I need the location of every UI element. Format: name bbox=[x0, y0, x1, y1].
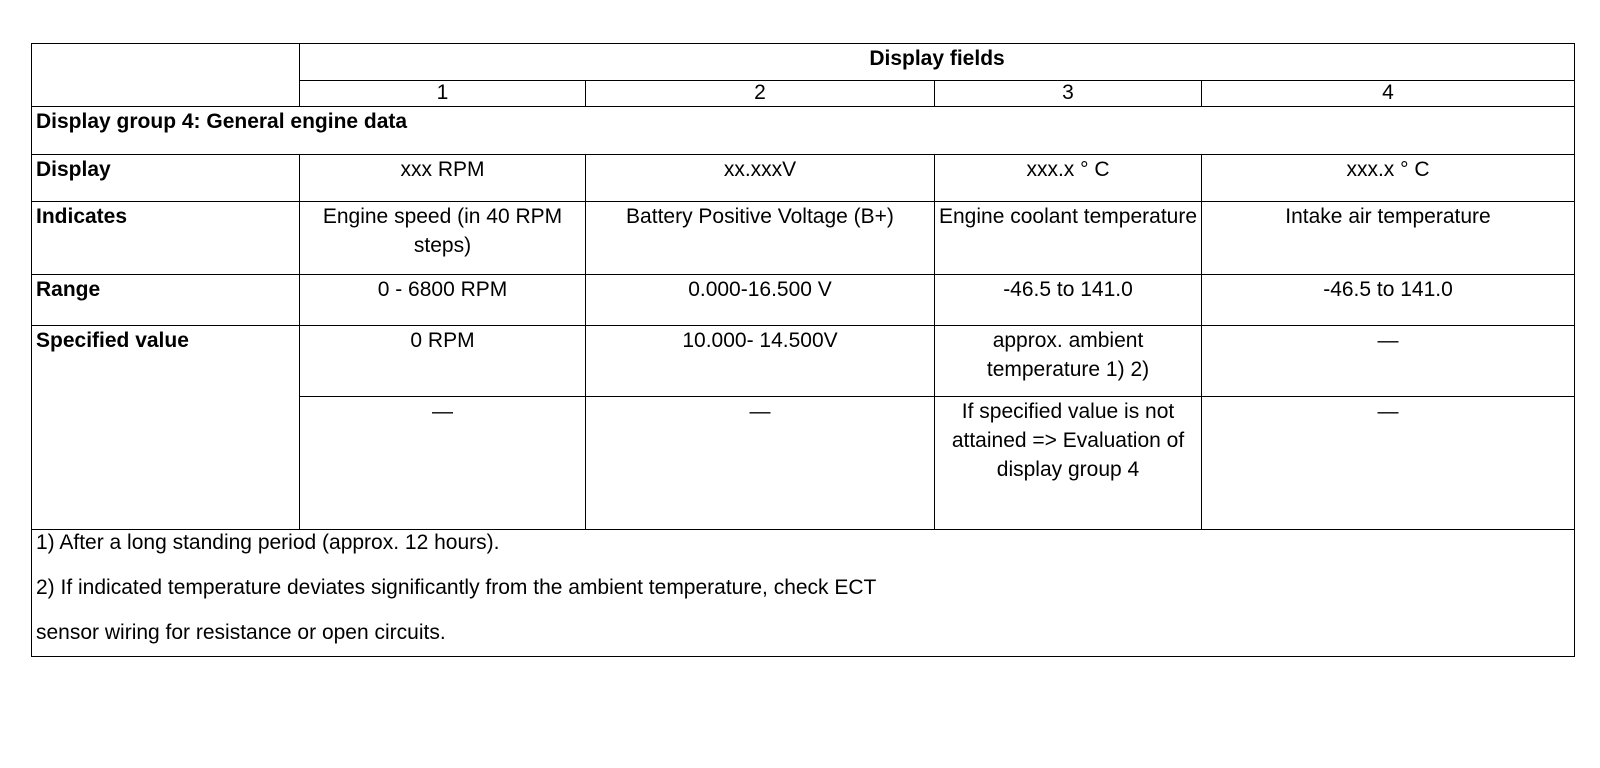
indicates-cell-3: Engine coolant temperature bbox=[935, 202, 1202, 275]
corner-cell bbox=[32, 44, 300, 107]
notes-cell bbox=[32, 530, 1575, 657]
display-cell-2: xx.xxxV bbox=[586, 155, 935, 202]
field-number-3: 3 bbox=[935, 81, 1202, 107]
range-cell-4: -46.5 to 141.0 bbox=[1202, 275, 1575, 326]
specified-value-cell-2: 10.000- 14.500V bbox=[586, 326, 935, 397]
engine-data-table bbox=[31, 43, 1575, 657]
indicates-cell-2: Battery Positive Voltage (B+) bbox=[586, 202, 935, 275]
field-number-2: 2 bbox=[586, 81, 935, 107]
specified-value-row bbox=[32, 326, 1575, 397]
note-1: 1) After a long standing period (approx. 12 hours). bbox=[36, 531, 500, 554]
note-2: 2) If indicated temperature deviates significantly from the ambient temperature, check ECT bbox=[36, 576, 877, 599]
display-row bbox=[32, 155, 1575, 202]
notes-row bbox=[32, 530, 1575, 657]
range-cell-1: 0 - 6800 RPM bbox=[300, 275, 586, 326]
specified-value-cell-1: 0 RPM bbox=[300, 326, 586, 397]
indicates-label: Indicates bbox=[32, 202, 300, 275]
specified-value-cell-3: approx. ambient temperature 1) 2) bbox=[935, 326, 1202, 397]
range-cell-2: 0.000-16.500 V bbox=[586, 275, 935, 326]
display-cell-4: xxx.x ° C bbox=[1202, 155, 1575, 202]
specified-extra-cell-3: If specified value is not attained => Evaluation of display group 4 bbox=[935, 397, 1202, 530]
specified-extra-cell-1: — bbox=[300, 397, 586, 530]
display-cell-1: xxx RPM bbox=[300, 155, 586, 202]
field-number-4: 4 bbox=[1202, 81, 1575, 107]
indicates-cell-4: Intake air temperature bbox=[1202, 202, 1575, 275]
group-title-row bbox=[32, 107, 1575, 155]
range-cell-3: -46.5 to 141.0 bbox=[935, 275, 1202, 326]
note-3: sensor wiring for resistance or open circuits. bbox=[36, 621, 446, 644]
display-label: Display bbox=[32, 155, 300, 202]
specified-extra-cell-4: — bbox=[1202, 397, 1575, 530]
specified-extra-cell-2: — bbox=[586, 397, 935, 530]
display-fields-heading: Display fields bbox=[300, 44, 1575, 81]
header-row-display-fields bbox=[32, 44, 1575, 81]
indicates-row bbox=[32, 202, 1575, 275]
display-cell-3: xxx.x ° C bbox=[935, 155, 1202, 202]
specified-value-label: Specified value bbox=[32, 326, 300, 530]
indicates-cell-1: Engine speed (in 40 RPM steps) bbox=[300, 202, 586, 275]
range-row bbox=[32, 275, 1575, 326]
specified-value-cell-4: — bbox=[1202, 326, 1575, 397]
range-label: Range bbox=[32, 275, 300, 326]
field-number-1: 1 bbox=[300, 81, 586, 107]
group-title: Display group 4: General engine data bbox=[32, 107, 1575, 155]
